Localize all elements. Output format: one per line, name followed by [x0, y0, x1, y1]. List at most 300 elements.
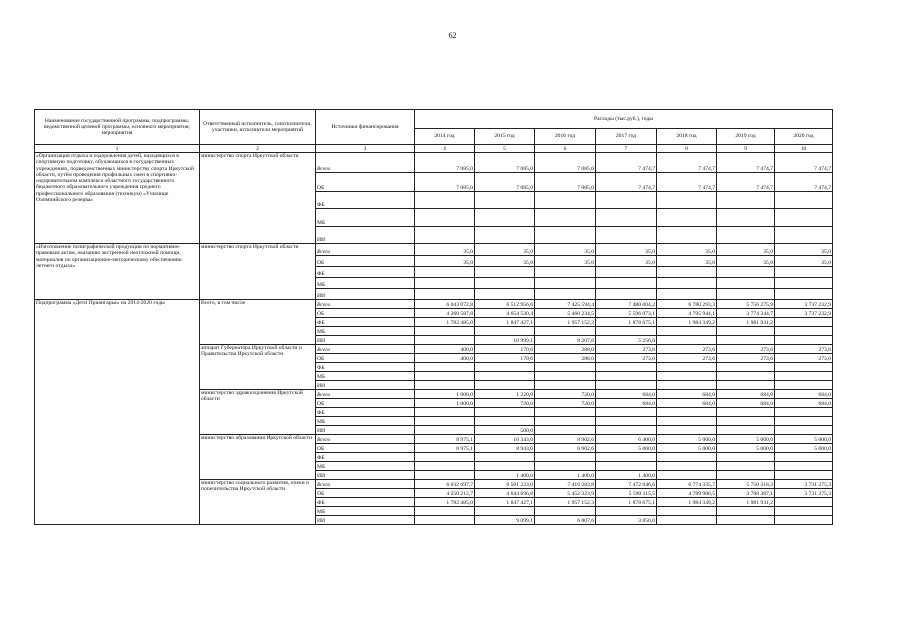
amount-cell: 5 000,0 [775, 444, 833, 453]
column-number: 7 [596, 145, 657, 153]
amount-cell: 273,6 [717, 345, 775, 354]
amount-cell: 7 474,7 [775, 173, 833, 192]
amount-cell: 35,0 [475, 244, 535, 256]
amount-cell: 35,0 [657, 244, 717, 256]
amount-cell [475, 363, 535, 372]
funding-source: Всего [316, 153, 415, 173]
amount-cell [535, 227, 596, 244]
column-number: 5 [475, 145, 535, 153]
amount-cell [535, 209, 596, 227]
amount-cell [775, 209, 833, 227]
amount-cell [775, 363, 833, 372]
amount-cell: 4 260 587,8 [415, 309, 475, 318]
amount-cell: 684,0 [596, 390, 657, 399]
amount-cell [775, 417, 833, 426]
amount-cell: 5 590 115,5 [596, 489, 657, 498]
amount-cell: 8 902,6 [535, 435, 596, 444]
amount-cell [535, 453, 596, 462]
amount-cell [657, 453, 717, 462]
amount-cell [717, 372, 775, 381]
amount-cell [415, 363, 475, 372]
amount-cell: 3 774 344,7 [717, 309, 775, 318]
amount-cell [657, 278, 717, 289]
amount-cell [415, 408, 475, 417]
funding-source: ОБ [316, 489, 415, 498]
amount-cell [535, 267, 596, 278]
amount-cell [657, 417, 717, 426]
funding-source: ФБ [316, 267, 415, 278]
amount-cell: 7 474,7 [596, 173, 657, 192]
amount-cell: 6 400,0 [596, 435, 657, 444]
header-year: 2015 год [475, 129, 535, 145]
amount-cell: 273,6 [775, 345, 833, 354]
amount-cell: 7 474,7 [657, 153, 717, 173]
table-row [35, 244, 833, 256]
amount-cell: 3 768 387,1 [717, 489, 775, 498]
amount-cell [657, 372, 717, 381]
amount-cell [717, 408, 775, 417]
amount-cell [657, 192, 717, 209]
amount-cell [657, 327, 717, 336]
amount-cell: 6 780 293,3 [657, 300, 717, 309]
funding-source: ИИ [316, 336, 415, 345]
amount-cell: 6 032 697,7 [415, 480, 475, 489]
amount-cell: 400,0 [415, 354, 475, 363]
amount-cell: 7 085,0 [475, 173, 535, 192]
amount-cell: 35,0 [415, 244, 475, 256]
amount-cell [657, 516, 717, 525]
amount-cell: 1 957 152,3 [535, 318, 596, 327]
amount-cell [775, 516, 833, 525]
amount-cell: 35,0 [775, 244, 833, 256]
amount-cell [415, 327, 475, 336]
amount-cell: 35,0 [535, 256, 596, 267]
amount-cell [657, 462, 717, 471]
amount-cell [775, 227, 833, 244]
amount-cell [475, 507, 535, 516]
amount-cell: 273,6 [657, 345, 717, 354]
amount-cell: 273,6 [717, 354, 775, 363]
amount-cell: 170,6 [475, 345, 535, 354]
amount-cell [535, 372, 596, 381]
header-year: 2019 год [717, 129, 775, 145]
table-row [35, 153, 833, 173]
header-executor: Ответственный исполнитель, соисполнители, участники, исполнители мероприятий [200, 110, 316, 145]
amount-cell [415, 462, 475, 471]
executor-name: Всего, в том числе [200, 300, 316, 345]
amount-cell [475, 417, 535, 426]
amount-cell: 6 902,6 [535, 444, 596, 453]
amount-cell: 5 596 073,1 [596, 309, 657, 318]
amount-cell: 684,0 [717, 399, 775, 408]
amount-cell: 5 256,0 [596, 336, 657, 345]
column-number: 6 [535, 145, 596, 153]
amount-cell: 1 220,0 [475, 390, 535, 399]
amount-cell: 35,0 [717, 244, 775, 256]
amount-cell [596, 267, 657, 278]
amount-cell: 5 000,0 [775, 435, 833, 444]
amount-cell: 7 474,7 [596, 153, 657, 173]
amount-cell: 4 795 944,1 [657, 309, 717, 318]
amount-cell: 684,0 [775, 390, 833, 399]
amount-cell [717, 336, 775, 345]
amount-cell: 273,6 [775, 354, 833, 363]
amount-cell [475, 289, 535, 300]
amount-cell: 7 474,7 [717, 173, 775, 192]
amount-cell [596, 227, 657, 244]
amount-cell [717, 471, 775, 480]
amount-cell [535, 507, 596, 516]
amount-cell [775, 327, 833, 336]
page-number: 62 [448, 31, 457, 40]
amount-cell [535, 289, 596, 300]
funding-source: ИИ [316, 426, 415, 435]
funding-source: ФБ [316, 498, 415, 507]
amount-cell [657, 267, 717, 278]
amount-cell [415, 426, 475, 435]
amount-cell [475, 462, 535, 471]
amount-cell [535, 278, 596, 289]
amount-cell [775, 336, 833, 345]
funding-source: Всего [316, 244, 415, 256]
amount-cell [717, 417, 775, 426]
amount-cell: 8 207,6 [535, 336, 596, 345]
amount-cell [717, 327, 775, 336]
amount-cell [775, 192, 833, 209]
amount-cell: 1 981 931,2 [717, 318, 775, 327]
header-year: 2020 год [775, 129, 833, 145]
amount-cell: 273,6 [657, 354, 717, 363]
amount-cell [657, 289, 717, 300]
executor-name: министерство спорта Иркутской области [200, 153, 316, 244]
amount-cell: 288,0 [535, 354, 596, 363]
program-name: «Организация отдыха и оздоровления детей, находящихся в спортивную подготовку, обучающихся в государственных учреждениях, подведомственных министерству спорта Иркутской области, путём проведения профильных смен в спортивно-оздоровительном комплексе областного государственного бюджетного образовательного учреждения среднего профессионального образования (техникум) «Училище Олимпийского резерва» [35, 153, 200, 244]
funding-source: ИИ [316, 516, 415, 525]
amount-cell: 7 085,0 [535, 173, 596, 192]
amount-cell [415, 417, 475, 426]
amount-cell: 4 250 212,7 [415, 489, 475, 498]
budget-table [34, 109, 833, 525]
amount-cell [475, 278, 535, 289]
amount-cell [475, 327, 535, 336]
funding-source: ИИ [316, 381, 415, 390]
amount-cell [535, 462, 596, 471]
amount-cell: 273,6 [596, 354, 657, 363]
amount-cell [717, 289, 775, 300]
amount-cell [596, 363, 657, 372]
amount-cell [717, 278, 775, 289]
amount-cell [415, 267, 475, 278]
amount-cell: 1 400,0 [535, 471, 596, 480]
funding-source: ОБ [316, 399, 415, 408]
amount-cell: 1 400,0 [475, 471, 535, 480]
amount-cell: 720,0 [535, 390, 596, 399]
amount-cell: 5 000,0 [657, 444, 717, 453]
funding-source: МБ [316, 507, 415, 516]
amount-cell: 4 654 530,4 [475, 309, 535, 318]
amount-cell [475, 227, 535, 244]
amount-cell [596, 507, 657, 516]
amount-cell: 1 847 427,1 [475, 498, 535, 507]
table-row [35, 300, 833, 309]
amount-cell [717, 267, 775, 278]
amount-cell [415, 278, 475, 289]
amount-cell: 10 999,1 [475, 336, 535, 345]
amount-cell: 7 425 594,4 [535, 300, 596, 309]
amount-cell: 35,0 [657, 256, 717, 267]
funding-source: МБ [316, 278, 415, 289]
amount-cell: 5 460 234,5 [535, 309, 596, 318]
amount-cell [415, 372, 475, 381]
amount-cell [415, 516, 475, 525]
amount-cell: 1 878 675,1 [596, 498, 657, 507]
amount-cell [475, 453, 535, 462]
amount-cell: 35,0 [775, 256, 833, 267]
amount-cell [657, 209, 717, 227]
executor-name: аппарат Губернатора Иркутской области и Правительства Иркутской области [200, 345, 316, 390]
amount-cell: 35,0 [717, 256, 775, 267]
amount-cell: 7 416 283,8 [535, 480, 596, 489]
amount-cell [657, 507, 717, 516]
funding-source: МБ [316, 462, 415, 471]
column-number: 3 [316, 145, 415, 153]
amount-cell: 9 099,1 [475, 516, 535, 525]
amount-cell [596, 192, 657, 209]
funding-source: ОБ [316, 173, 415, 192]
executor-name: министерство социального развития, опеки и попечительства Иркутской области [200, 480, 316, 525]
amount-cell [415, 227, 475, 244]
amount-cell: 6 043 072,8 [415, 300, 475, 309]
amount-cell: 10 343,0 [475, 435, 535, 444]
funding-source: МБ [316, 327, 415, 336]
amount-cell: 684,0 [657, 390, 717, 399]
funding-source: ОБ [316, 256, 415, 267]
amount-cell [596, 408, 657, 417]
amount-cell [475, 381, 535, 390]
funding-source: ФБ [316, 408, 415, 417]
amount-cell: 1 782 485,0 [415, 498, 475, 507]
column-number: 1 [35, 145, 200, 153]
amount-cell: 5 000,0 [717, 435, 775, 444]
funding-source: МБ [316, 372, 415, 381]
amount-cell: 1 957 152,3 [535, 498, 596, 507]
amount-cell: 170,6 [475, 354, 535, 363]
column-number: 10 [775, 145, 833, 153]
amount-cell [775, 471, 833, 480]
header-year: 2018 год [657, 129, 717, 145]
amount-cell: 1 000,0 [415, 390, 475, 399]
amount-cell: 7 474,7 [657, 173, 717, 192]
amount-cell: 684,0 [596, 399, 657, 408]
amount-cell: 7 085,0 [415, 173, 475, 192]
amount-cell [775, 318, 833, 327]
funding-source: Всего [316, 345, 415, 354]
column-number: 4 [415, 145, 475, 153]
amount-cell: 1 984 349,2 [657, 318, 717, 327]
amount-cell [415, 289, 475, 300]
funding-source: Всего [316, 390, 415, 399]
amount-cell [596, 209, 657, 227]
amount-cell [415, 192, 475, 209]
funding-source: Всего [316, 435, 415, 444]
amount-cell [717, 426, 775, 435]
amount-cell [775, 289, 833, 300]
funding-source: ФБ [316, 363, 415, 372]
amount-cell [717, 462, 775, 471]
amount-cell: 4 644 696,8 [475, 489, 535, 498]
amount-cell: 5 000,0 [717, 444, 775, 453]
amount-cell [717, 209, 775, 227]
amount-cell: 35,0 [596, 244, 657, 256]
amount-cell [596, 462, 657, 471]
amount-cell [717, 516, 775, 525]
amount-cell [535, 327, 596, 336]
amount-cell [717, 363, 775, 372]
header-source: Источники финансирования [316, 110, 415, 145]
amount-cell [775, 426, 833, 435]
amount-cell: 7 085,0 [415, 153, 475, 173]
amount-cell: 6 774 335,7 [657, 480, 717, 489]
funding-source: ИИ [316, 227, 415, 244]
amount-cell: 1 000,0 [415, 399, 475, 408]
amount-cell [596, 289, 657, 300]
amount-cell: 6 807,6 [535, 516, 596, 525]
funding-source: ОБ [316, 444, 415, 453]
amount-cell [775, 453, 833, 462]
amount-cell: 3 731 275,3 [775, 489, 833, 498]
executor-name: министерство здравоохранения Иркутской области [200, 390, 316, 435]
header-row [35, 110, 833, 129]
amount-cell [596, 381, 657, 390]
amount-cell [475, 372, 535, 381]
amount-cell [415, 453, 475, 462]
amount-cell [717, 453, 775, 462]
amount-cell: 684,0 [717, 390, 775, 399]
funding-source: Всего [316, 300, 415, 309]
amount-cell [657, 227, 717, 244]
amount-cell: 7 474,7 [775, 153, 833, 173]
amount-cell [775, 267, 833, 278]
amount-cell [717, 507, 775, 516]
amount-cell: 3 737 232,9 [775, 300, 833, 309]
amount-cell [415, 471, 475, 480]
amount-cell [775, 278, 833, 289]
amount-cell [535, 426, 596, 435]
amount-cell: 35,0 [475, 256, 535, 267]
amount-cell: 8 975,1 [415, 435, 475, 444]
amount-cell [415, 507, 475, 516]
amount-cell [596, 372, 657, 381]
amount-cell [657, 363, 717, 372]
funding-source: МБ [316, 209, 415, 227]
amount-cell: 5 452 323,9 [535, 489, 596, 498]
amount-cell [596, 453, 657, 462]
amount-cell [657, 471, 717, 480]
header-program: Наименование государственной программы, подпрограммы, ведомственной целевой программы, основного мероприятия, мероприятия [35, 110, 200, 145]
funding-source: ИИ [316, 289, 415, 300]
amount-cell [657, 408, 717, 417]
amount-cell: 288,0 [535, 345, 596, 354]
amount-cell [596, 327, 657, 336]
amount-cell: 273,6 [596, 345, 657, 354]
amount-cell: 8 975,1 [415, 444, 475, 453]
amount-cell: 7 085,0 [535, 153, 596, 173]
amount-cell: 6 512 956,6 [475, 300, 535, 309]
amount-cell: 3 737 232,9 [775, 309, 833, 318]
amount-cell: 684,0 [775, 399, 833, 408]
amount-cell [657, 381, 717, 390]
amount-cell: 3 731 275,3 [775, 480, 833, 489]
column-number: 9 [717, 145, 775, 153]
amount-cell [535, 192, 596, 209]
amount-cell [775, 507, 833, 516]
amount-cell: 500,0 [475, 426, 535, 435]
amount-cell: 1 400,0 [596, 471, 657, 480]
amount-cell [775, 372, 833, 381]
funding-source: ИИ [316, 471, 415, 480]
funding-source: ОБ [316, 309, 415, 318]
program-name: «Изготовление полиграфической продукции по нормативно-правовым актам, оказанию экстренной неотложной помощи, материалов по организационно-методическому обеспечению летнего отдыха» [35, 244, 200, 300]
amount-cell: 7 474,7 [717, 153, 775, 173]
amount-cell [596, 426, 657, 435]
amount-cell: 5 756 275,9 [717, 300, 775, 309]
amount-cell: 3 856,0 [596, 516, 657, 525]
funding-source: ФБ [316, 453, 415, 462]
amount-cell: 35,0 [415, 256, 475, 267]
executor-name: министерство спорта Иркутской области [200, 244, 316, 300]
column-number: 8 [657, 145, 717, 153]
amount-cell [657, 426, 717, 435]
amount-cell: 35,0 [596, 256, 657, 267]
amount-cell [717, 227, 775, 244]
amount-cell: 6 501 223,0 [475, 480, 535, 489]
funding-source: ОБ [316, 354, 415, 363]
amount-cell: 1 847 427,1 [475, 318, 535, 327]
amount-cell [475, 408, 535, 417]
amount-cell [475, 192, 535, 209]
amount-cell [657, 336, 717, 345]
amount-cell: 1 878 675,1 [596, 318, 657, 327]
amount-cell: 400,0 [415, 345, 475, 354]
column-number-row [35, 145, 833, 153]
amount-cell: 8 943,0 [475, 444, 535, 453]
amount-cell: 1 782 485,0 [415, 318, 475, 327]
amount-cell: 5 750 318,3 [717, 480, 775, 489]
amount-cell [775, 462, 833, 471]
amount-cell [535, 408, 596, 417]
executor-name: министерство образования Иркутской области [200, 435, 316, 480]
amount-cell: 7 472 646,6 [596, 480, 657, 489]
amount-cell [775, 381, 833, 390]
amount-cell [415, 336, 475, 345]
amount-cell [535, 417, 596, 426]
amount-cell [475, 209, 535, 227]
amount-cell: 1 984 349,2 [657, 498, 717, 507]
amount-cell: 1 981 931,2 [717, 498, 775, 507]
amount-cell [415, 209, 475, 227]
amount-cell [475, 267, 535, 278]
header-year: 2016 год [535, 129, 596, 145]
amount-cell [596, 278, 657, 289]
amount-cell: 5 000,0 [657, 435, 717, 444]
amount-cell [596, 417, 657, 426]
amount-cell [775, 498, 833, 507]
amount-cell: 7 085,0 [475, 153, 535, 173]
amount-cell: 4 789 986,5 [657, 489, 717, 498]
amount-cell: 7 480 004,2 [596, 300, 657, 309]
amount-cell [535, 381, 596, 390]
amount-cell: 720,0 [535, 399, 596, 408]
